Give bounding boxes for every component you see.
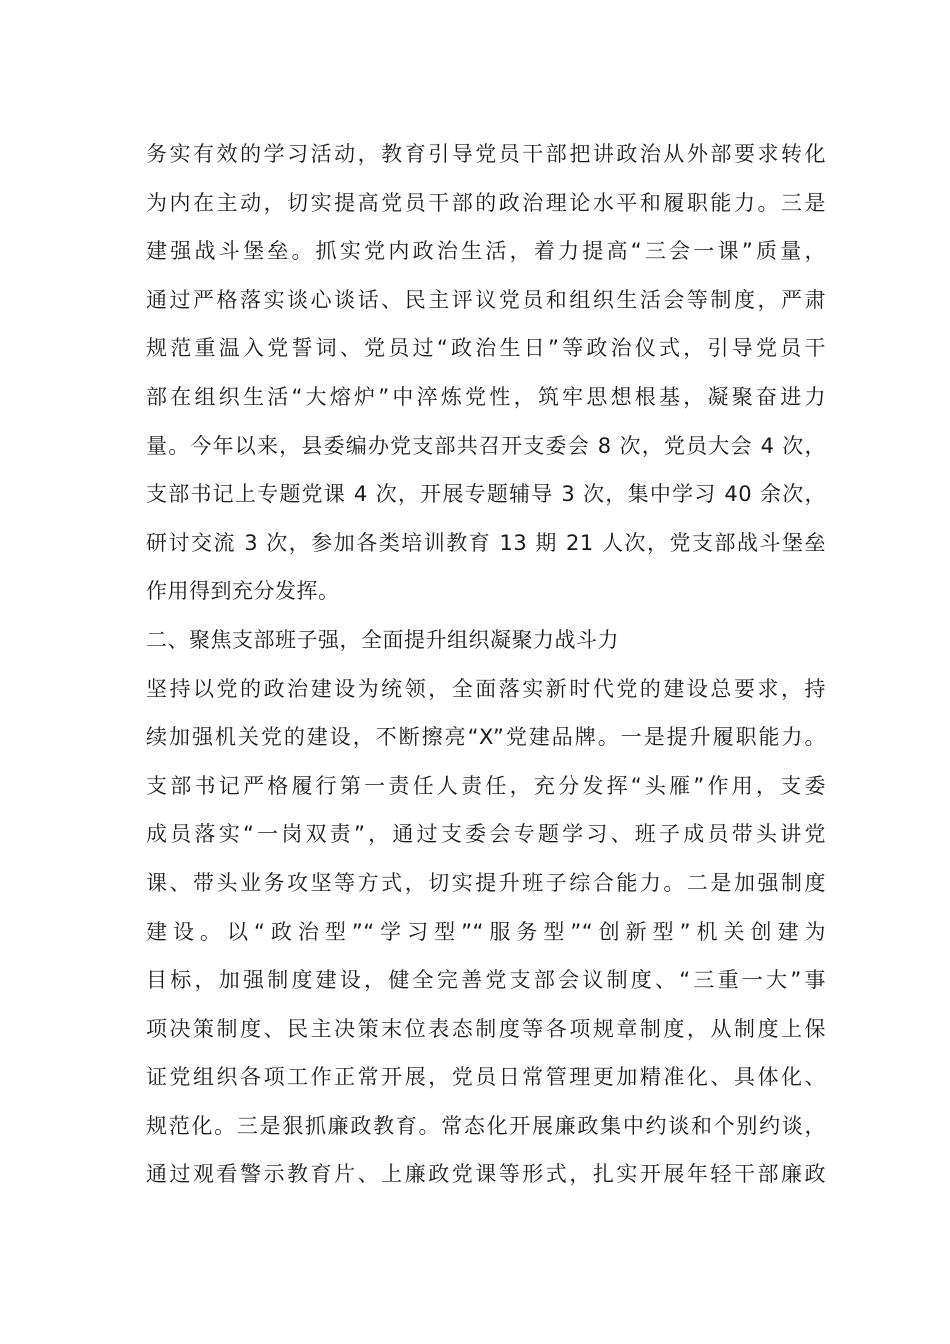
text-line-20: 证党组织各项工作正常开展，党员日常管理更加精准化、具体化、 — [146, 1065, 826, 1090]
text-line-10: 作用得到充分发挥。 — [146, 579, 340, 604]
section-heading: 二、聚焦支部班子强，全面提升组织凝聚力战斗力 — [146, 627, 619, 652]
text-line-21: 规范化。三是狠抓廉政教育。常态化开展廉政集中约谈和个别约谈， — [146, 1113, 826, 1138]
text-line-12: 坚持以党的政治建设为统领，全面落实新时代党的建设总要求，持 — [146, 676, 826, 701]
text-line-7: 量。今年以来，县委编办党支部共召开支委会 8 次，党员大会 4 次， — [146, 433, 826, 458]
text-line-14: 支部书记严格履行第一责任人责任，充分发挥“头雁”作用，支委 — [146, 773, 826, 798]
text-line-19: 项决策制度、民主决策末位表态制度等各项规章制度，从制度上保 — [146, 1016, 826, 1041]
text-line-16: 课、带头业务攻坚等方式，切实提升班子综合能力。二是加强制度 — [146, 870, 826, 895]
text-line-9: 研讨交流 3 次，参加各类培训教育 13 期 21 人次，党支部战斗堡垒 — [146, 530, 826, 555]
text-line-1: 务实有效的学习活动，教育引导党员干部把讲政治从外部要求转化 — [146, 142, 826, 166]
text-line-3: 建强战斗堡垒。抓实党内政治生活，着力提高“三会一课”质量， — [146, 239, 826, 264]
text-line-17: 建设。以“政治型”“学习型”“服务型”“创新型”机关创建为 — [146, 919, 826, 944]
text-line-13: 续加强机关党的建设，不断擦亮“X”党建品牌。一是提升履职能力。 — [146, 725, 826, 750]
text-line-18: 目标，加强制度建设，健全完善党支部会议制度、“三重一大”事 — [146, 968, 826, 993]
text-line-8: 支部书记上专题党课 4 次，开展专题辅导 3 次，集中学习 40 余次， — [146, 482, 826, 507]
text-line-22: 通过观看警示教育片、上廉政党课等形式，扎实开展年轻干部廉政 — [146, 1162, 826, 1187]
text-line-6: 部在组织生活“大熔炉”中淬炼党性，筑牢思想根基，凝聚奋进力 — [146, 384, 826, 409]
text-line-15: 成员落实“一岗双责”，通过支委会专题学习、班子成员带头讲党 — [146, 822, 826, 847]
text-line-2: 为内在主动，切实提高党员干部的政治理论水平和履职能力。三是 — [146, 190, 826, 215]
text-line-5: 规范重温入党誓词、党员过“政治生日”等政治仪式，引导党员干 — [146, 336, 826, 361]
body-text — [146, 130, 826, 1199]
text-line-4: 通过严格落实谈心谈话、民主评议党员和组织生活会等制度，严肃 — [146, 287, 826, 312]
